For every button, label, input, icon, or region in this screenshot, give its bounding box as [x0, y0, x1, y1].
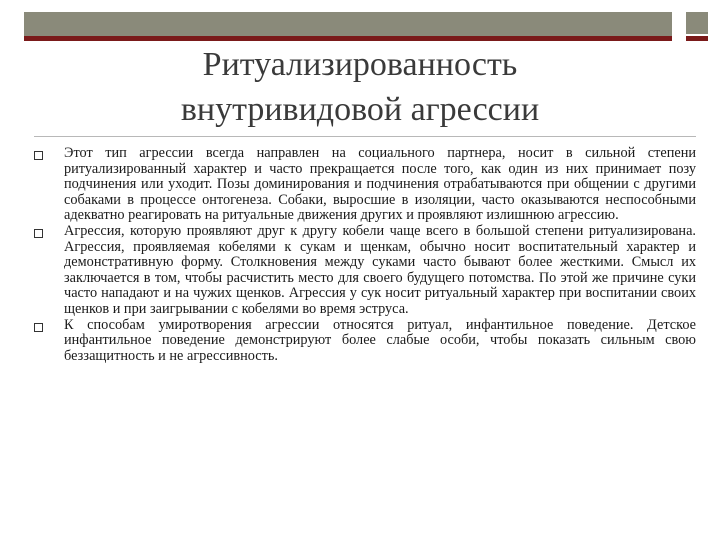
bullet-list — [30, 146, 696, 364]
title-line-2: внутривидовой агрессии — [180, 91, 540, 128]
corner-accent — [686, 36, 708, 41]
header-accent-line — [24, 36, 672, 41]
corner-square — [686, 12, 708, 34]
bullet-item — [30, 224, 696, 318]
square-bullet-icon — [34, 151, 43, 160]
bullet-text: К способам умиротворения агрессии относятся ритуал, инфантильное поведение. Детское инфантильное поведение демонстрируют более слабые особи, чтобы показать сильным свою беззащитность и не агрессивность. — [64, 316, 696, 364]
bullet-item — [30, 146, 696, 224]
bullet-text: Этот тип агрессии всегда направлен на социального партнера, носит в сильной степени ритуализированный характер и часто прекращается после того, как один из них принимает позу подчинения или уходит. Позы доминирования и подчинения отрабатываются при общении с другими собаками в процессе онтогенеза. Собаки, выросшие в изоляции, часто оказываются неспособными адекватно реагировать на ритуальные движения других и проявляют излишнюю агрессию. — [64, 145, 696, 224]
bullet-text: Агрессия, которую проявляют друг к другу кобели чаще всего в большой степени ритуализирована. Агрессия, проявляемая кобелями к сукам и щенкам, обычно носит воспитательный характер и демонстративную форму. Столкновения между суками часто бывают более жесткими. Смысл их заключается в том, чтобы расчистить место для своего будущего потомства. По этой же причине суки часто нападают и на чужих щенков. Агрессия у сук носит ритуальный характер при воспитании своих щенков и при заигрывании с кобелями во время эструса. — [64, 222, 696, 317]
square-bullet-icon — [34, 229, 43, 238]
bullet-item — [30, 318, 696, 365]
title-line-1: Ритуализированность — [202, 46, 518, 83]
title-divider — [34, 136, 696, 137]
slide-title — [60, 42, 660, 132]
header-band — [24, 12, 672, 36]
square-bullet-icon — [34, 323, 43, 332]
